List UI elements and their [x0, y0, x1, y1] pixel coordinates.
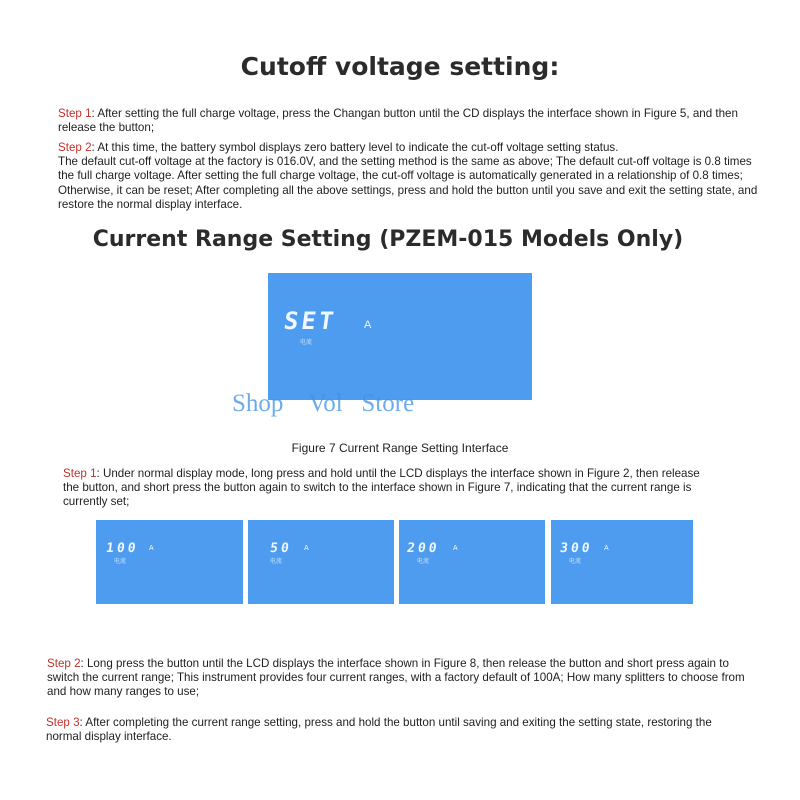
step-label: Step 2: [47, 657, 81, 670]
step-label: Step 1: [63, 467, 97, 480]
current-step2-paragraph: [47, 657, 752, 700]
current-step1-paragraph: [63, 467, 718, 510]
lcd-unit: A: [364, 319, 372, 331]
cutoff-step2-paragraph: [58, 141, 768, 212]
figure7-lcd-display: [268, 273, 532, 400]
lcd-sublabel: 电流: [270, 558, 283, 565]
lcd-sublabel: 电流: [417, 558, 430, 565]
lcd-value: 300: [558, 541, 594, 556]
lcd-unit: A: [604, 545, 609, 552]
section-title: Current Range Setting (PZEM-015 Models Only): [92, 227, 684, 252]
lcd-value: 100: [104, 541, 140, 556]
lcd-value: 50: [268, 541, 293, 556]
step-text: : After completing the current range setting, press and hold the button until saving and exiting the setting state, restoring the normal display interface.: [46, 716, 712, 744]
step-text: : Under normal display mode, long press and hold until the LCD displays the interface shown in Figure 2, then release the button, and short press the button again to switch to the interface shown in Figure 7, indicating that the current range is currently set;: [63, 467, 700, 509]
lcd-unit: A: [453, 545, 458, 552]
watermark-text: Shop Vol Store: [232, 390, 415, 417]
lcd-value: SET: [282, 307, 339, 335]
cutoff-step1-paragraph: [58, 107, 768, 135]
step-text: : Long press the button until the LCD displays the interface shown in Figure 8, then release the button and short press again to switch the current range; This instrument provides four current ranges, with a factory default of 100A; How many splitters to choose from and how many ranges to use;: [47, 657, 745, 699]
figure-caption: Figure 7 Current Range Setting Interface: [291, 441, 509, 455]
step-text: : At this time, the battery symbol displays zero battery level to indicate the cut-off voltage setting status.: [91, 141, 619, 154]
current-step3-paragraph: [46, 716, 736, 744]
range-panel-300: [551, 520, 693, 604]
lcd-sublabel: 电流: [300, 339, 313, 346]
page-title: Cutoff voltage setting:: [240, 52, 560, 81]
step-label: Step 1: [58, 107, 92, 120]
lcd-sublabel: 电流: [569, 558, 582, 565]
cutoff-step2-body: The default cut-off voltage at the factory is 016.0V, and the setting method is the same as above; The default cut-off voltage is 0.8 times the full charge voltage. After setting the full charge voltage, the cut-off voltage is automatically generated in a relationship of 0.8 times; Otherwise, it can be reset; After completing all the above settings, press and hold the button until you save and exit the setting state, and restore the normal display interface.: [58, 155, 758, 211]
range-panel-100: [96, 520, 243, 604]
lcd-value: 200: [405, 541, 441, 556]
step-text: : After setting the full charge voltage, press the Changan button until the CD displays the interface shown in Figure 5, and then release the button;: [58, 107, 738, 135]
range-panel-200: [399, 520, 545, 604]
lcd-sublabel: 电流: [114, 558, 127, 565]
lcd-unit: A: [304, 545, 309, 552]
range-panel-50: [248, 520, 394, 604]
step-label: Step 3: [46, 716, 80, 729]
step-label: Step 2: [58, 141, 92, 154]
lcd-unit: A: [149, 545, 154, 552]
